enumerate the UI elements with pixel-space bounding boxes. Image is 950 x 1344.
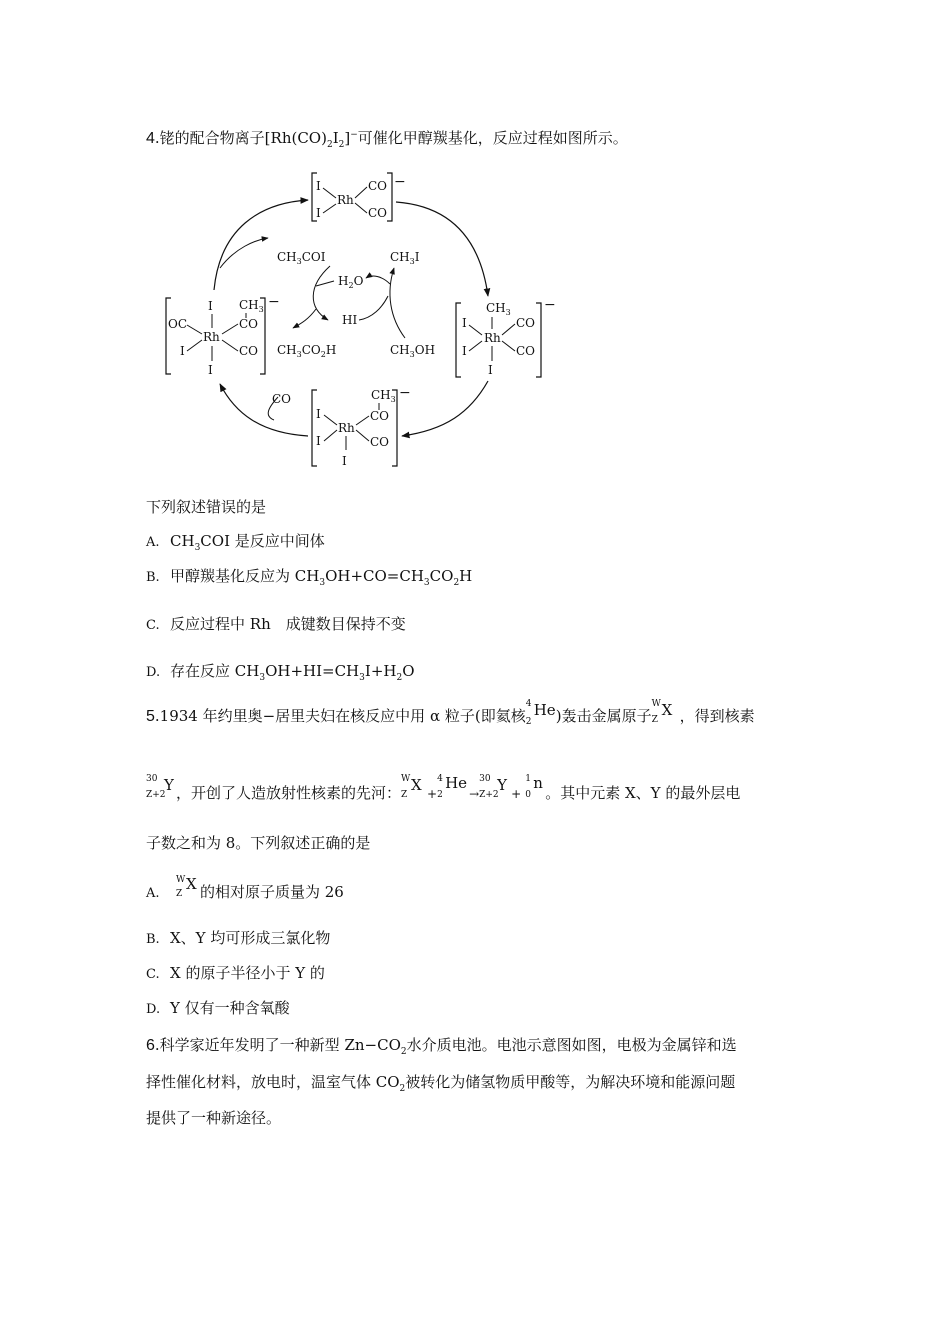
q6-line-2: 择性催化材料，放电时，温室气体 $CO_2$被转化为储氢物质甲酸等，为解决环境和能源问题 xyxy=(146,1073,736,1094)
svg-text:I: I xyxy=(342,454,347,468)
svg-text:I: I xyxy=(462,316,467,330)
complex-right xyxy=(456,297,556,377)
catalytic-cycle-diagram xyxy=(150,168,570,473)
svg-text:I: I xyxy=(208,363,213,377)
svg-text:CH3: $CH_3$ xyxy=(486,301,511,317)
q4-stem: 4.铑的配合物离子$[Rh(CO)_2I_2]^-$可催化甲醇羰基化，反应过程如图所示。 xyxy=(146,129,628,150)
svg-text:CO: CO xyxy=(516,316,536,330)
arrow-h2o-from-hi xyxy=(366,276,390,284)
nuclide-he: 4 2 He xyxy=(525,699,556,727)
svg-text:CO: CO xyxy=(370,409,390,423)
arrow-ch3oh-to-ch3i xyxy=(390,268,405,338)
arrow-bottom-to-left xyxy=(220,384,308,436)
eq-he: 4 2 He xyxy=(437,774,468,800)
svg-text:Rh: Rh xyxy=(484,331,501,345)
svg-text:Rh: Rh xyxy=(337,193,354,207)
nuclide-x: W Z X xyxy=(651,699,673,725)
q5-option-c[interactable]: C. X 的原子半径小于 Y 的 xyxy=(146,964,325,982)
svg-text:CH3CO2H: $CH_3CO_2H$ xyxy=(277,343,337,359)
arrow-right-to-bottom xyxy=(402,381,488,436)
q5-option-d[interactable]: D. Y 仅有一种含氧酸 xyxy=(146,999,290,1017)
svg-text:CO: CO xyxy=(239,344,259,358)
svg-text:CH3: $CH_3$ xyxy=(371,388,396,404)
q4-question: 下列叙述错误的是 xyxy=(146,498,267,516)
arrow-hi-out xyxy=(293,309,316,328)
svg-text:CO: CO xyxy=(368,179,388,193)
q5-line-1: 5.1934 年约里奥−居里夫妇在核反应中用 α 粒子(即氦核 4 2 He)轰击金属原子 W Z X ，得到核素 xyxy=(146,700,755,734)
svg-text:CH3COI: $CH_3COI$ xyxy=(277,250,326,266)
arrow-ch3i-to-right xyxy=(414,239,468,252)
svg-text:I: I xyxy=(180,344,185,358)
svg-text:I: I xyxy=(316,179,321,193)
svg-text:OC: OC xyxy=(168,317,188,331)
svg-text:I: I xyxy=(488,363,493,377)
svg-text:I: I xyxy=(316,407,321,421)
arrow-top-to-right xyxy=(396,202,488,296)
svg-text:−: − xyxy=(399,385,411,401)
q6-line-3: 提供了一种新途径。 xyxy=(146,1109,282,1127)
svg-text:H2O: $H_2O$ xyxy=(338,274,364,290)
q4-number: 4 xyxy=(146,130,155,147)
svg-text:I: I xyxy=(316,206,321,220)
svg-text:CH3OH: $CH_3OH$ xyxy=(390,343,436,359)
eq-y: 30 Z+2 Y xyxy=(479,774,508,800)
svg-text:Rh: Rh xyxy=(338,421,355,435)
q5-option-a[interactable]: A. W Z X 的相对原子质量为 26 xyxy=(146,876,344,910)
q4-option-a[interactable]: A. $CH_3COI$ 是反应中间体 xyxy=(146,532,325,553)
svg-text:CH3: $CH_3$ xyxy=(239,298,264,314)
svg-text:CH3I: $CH_3I$ xyxy=(390,250,420,266)
q5-number: 5 xyxy=(146,708,155,725)
nuclide-y: 30 Z+2 Y xyxy=(146,774,174,800)
arrow-ch3coi-out xyxy=(220,238,268,268)
arrow-ch3coi-to-ch3co2h xyxy=(313,266,330,320)
co-label: CO xyxy=(272,392,292,406)
q5-line-2: 30 Z+2 Y ，开创了人造放射性核素的先河： W Z X + 4 2 He→ 30 Z+2 Y + 1 0 n。其中元素 X、Y 的最外层电 xyxy=(146,777,740,811)
svg-text:I: I xyxy=(462,344,467,358)
q5-line-3: 子数之和为 8。下列叙述正确的是 xyxy=(146,834,371,852)
q6-number: 6 xyxy=(146,1037,155,1054)
q4-option-c[interactable]: C. 反应过程中 Rh 成键数目保持不变 xyxy=(146,615,406,633)
svg-text:Rh: Rh xyxy=(203,330,220,344)
q4-option-b[interactable]: B. 甲醇羰基化反应为 $CH_3OH+CO=CH_3CO_2H$ xyxy=(146,567,473,588)
complex-left xyxy=(166,294,280,377)
option-a-nuclide-x: W Z X xyxy=(176,875,197,899)
svg-text:CO: CO xyxy=(368,206,388,220)
svg-text:−: − xyxy=(544,297,556,313)
svg-text:−: − xyxy=(394,174,406,190)
svg-text:−: − xyxy=(268,294,280,310)
q4-option-d[interactable]: D. 存在反应 $CH_3OH+HI=CH_3I+H_2O$ xyxy=(146,662,415,683)
arrow-left-to-top xyxy=(214,200,308,290)
svg-text:HI: HI xyxy=(342,313,358,327)
svg-text:CO: CO xyxy=(239,317,259,331)
svg-text:CO: CO xyxy=(516,344,536,358)
q6-line-1: 6.科学家近年发明了一种新型 $Zn-CO_2$水介质电池。电池示意图如图，电极为金属锌和选 xyxy=(146,1036,737,1057)
svg-text:CO: CO xyxy=(370,435,390,449)
svg-text:I: I xyxy=(316,434,321,448)
eq-n: 1 0 n xyxy=(525,774,543,800)
q5-option-b[interactable]: B. X、Y 均可形成三氯化物 xyxy=(146,929,331,947)
svg-text:I: I xyxy=(208,299,213,313)
complex-top xyxy=(312,173,406,221)
complex-bottom xyxy=(312,385,411,468)
eq-x: W Z X xyxy=(401,774,422,800)
